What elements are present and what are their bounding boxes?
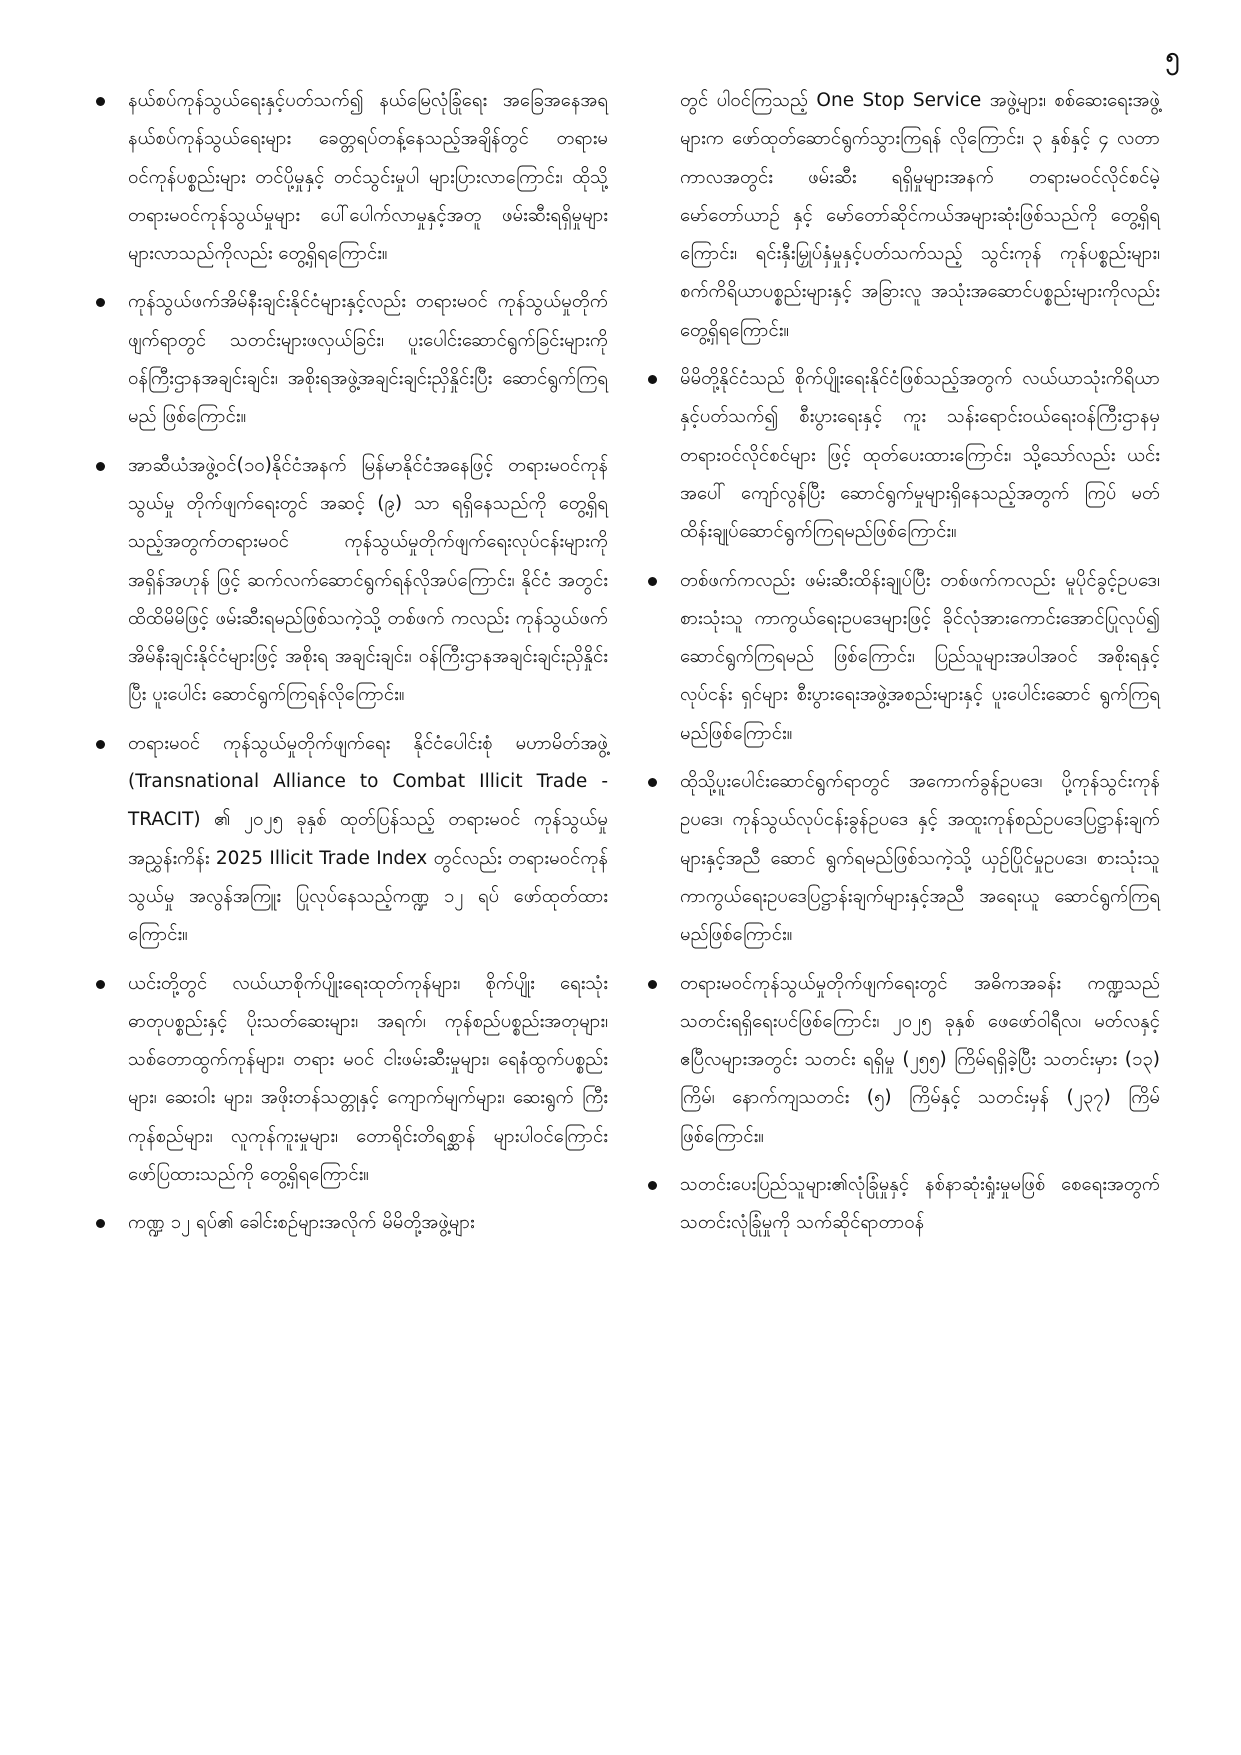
list-item-text: နယ်စပ်ကုန်သွယ်ရေးနှင့်ပတ်သက်၍ နယ်မြေလုံခြုံရေး အခြေအနေအရ နယ်စပ်ကုန်သွယ်ရေးများ ခေတ္တရပ်တန့်နေသည့်အချိန်တွင် တရားမဝင်ကုန်ပစ္စည်းများ တင်ပို့မှုနှင့် တင်သွင်းမှုပါ များပြားလာကြောင်း၊ ထိုသို့ တရားမဝင်ကုန်သွယ်မှုများ ပေါ်ပေါက်လာမှုနှင့်အတူ ဖမ်းဆီးရရှိမှုများ များလာသည်ကိုလည်း တွေ့ရှိရကြောင်း။ [128,90,608,265]
bullet-icon [96,980,105,989]
right-bullet-list [640,82,1160,1243]
bullet-icon [648,1181,657,1190]
bullet-icon [648,577,657,586]
bullet-icon [96,462,105,471]
bullet-icon [96,97,105,106]
list-item-text: ယင်းတို့တွင် လယ်ယာစိုက်ပျိုးရေးထုတ်ကုန်များ၊ စိုက်ပျိုး ရေးသုံး ဓာတုပစ္စည်းနှင့် ပိုးသတ်ဆေးများ၊ အရက်၊ ကုန်စည်ပစ္စည်းအတုများ၊ သစ်တောထွက်ကုန်များ၊ တရား မဝင် ငါးဖမ်းဆီးမှုများ၊ ရေနံထွက်ပစ္စည်းများ၊ ဆေးဝါး များ၊ အဖိုးတန်သတ္တုနှင့် ကျောက်မျက်များ၊ ဆေးရွက် ကြီးကုန်စည်များ၊ လူကုန်ကူးမှုများ၊ တောရိုင်းတိရစ္ဆာန် များပါဝင်ကြောင်း ဖော်ပြထားသည်ကို တွေ့ရှိရကြောင်း။ [128,972,608,1186]
page-number: ၅ [1165,42,1179,70]
list-item [88,725,608,955]
list-item-text: တရားမဝင်ကုန်သွယ်မှုတိုက်ဖျက်ရေးတွင် အဓိကအခန်း ကဏ္ဍသည် သတင်းရရှိရေးပင်ဖြစ်ကြောင်း၊ ၂၀၂၅ ခုနှစ် ဖေဖော်ဝါရီလ၊ မတ်လနှင့် ဧပြီလများအတွင်း သတင်း ရရှိမှု (၂၅၅) ကြိမ်ရရှိခဲ့ပြီး သတင်းမှား (၁၃) ကြိမ်၊ နောက်ကျသတင်း (၅) ကြိမ်နှင့် သတင်းမှန် (၂၃၇) ကြိမ်ဖြစ်ကြောင်း။ [680,972,1160,1147]
list-item-text: တွင် ပါဝင်ကြသည့် One Stop Service အဖွဲ့များ၊ စစ်ဆေးရေးအဖွဲ့များက ဖော်ထုတ်ဆောင်ရွက်သွားကြရန် လိုကြောင်း၊ ၃ နှစ်နှင့် ၄ လတာကာလအတွင်း ဖမ်းဆီး ရရှိမှုများအနက် တရားမဝင်လိုင်စင်မဲ့ မော်တော်ယာဉ် နှင့် မော်တော်ဆိုင်ကယ်အများဆုံးဖြစ်သည်ကို တွေ့ရှိရ ကြောင်း၊ ရင်းနှီးမြှုပ်နှံမှုနှင့်ပတ်သက်သည့် သွင်းကုန် ကုန်ပစ္စည်းများ၊ စက်ကိရိယာပစ္စည်းများနှင့် အခြားလူ အသုံးအဆောင်ပစ္စည်းများကိုလည်း တွေ့ရှိရကြောင်း။ [680,90,1160,341]
list-item-text: မိမိတို့နိုင်ငံသည် စိုက်ပျိုးရေးနိုင်ငံဖြစ်သည့်အတွက် လယ်ယာသုံးကိရိယာနှင့်ပတ်သက်၍ စီးပွားရေးနှင့် ကူး သန်းရောင်းဝယ်ရေးဝန်ကြီးဌာနမှ တရားဝင်လိုင်စင်များ ဖြင့် ထုတ်ပေးထားကြောင်း၊ သို့သော်လည်း ယင်းအပေါ် ကျော်လွန်ပြီး ဆောင်ရွက်မှုများရှိနေသည့်အတွက် ကြပ် မတ်ထိန်းချုပ်ဆောင်ရွက်ကြရမည်ဖြစ်ကြောင်း။ [680,368,1160,543]
bullet-icon [96,298,105,307]
list-item [640,763,1160,954]
list-item-text: တရားမဝင် ကုန်သွယ်မှုတိုက်ဖျက်ရေး နိုင်ငံပေါင်းစုံ မဟာမိတ်အဖွဲ့ (Transnational Alliance to Combat Illicit Trade - TRACIT) ၏ ၂၀၂၅ ခုနှစ် ထုတ်ပြန်သည့် တရားမဝင် ကုန်သွယ်မှုအညွှန်းကိန်း 2025 Illicit Trade Index တွင်လည်း တရားမဝင်ကုန်သွယ်မှု အလွန်အကြူး ပြုလုပ်နေသည့်ကဏ္ဍ ၁၂ ရပ် ဖော်ထုတ်ထားကြောင်း။ [128,732,608,946]
list-item-text: သတင်းပေးပြည်သူများ၏လုံခြုံမှုနှင့် နစ်နာဆုံးရှုံးမှုမဖြစ် စေရေးအတွက် သတင်းလုံခြုံမှုကို သက်ဆိုင်ရာတာဝန် [680,1174,1160,1234]
list-item [640,562,1160,753]
list-item-text: ထိုသို့ပူးပေါင်းဆောင်ရွက်ရာတွင် အကောက်ခွန်ဥပဒေ၊ ပို့ကုန်သွင်းကုန်ဥပဒေ၊ ကုန်သွယ်လုပ်ငန်းခွန်ဥပဒေ နှင့် အထူးကုန်စည်ဥပဒေပြဋ္ဌာန်းချက်များနှင့်အညီ ဆောင် ရွက်ရမည်ဖြစ်သကဲ့သို့ ယှဉ်ပြိုင်မှုဥပဒေ၊ စားသုံးသူ ကာကွယ်ရေးဥပဒေပြဋ္ဌာန်းချက်များနှင့်အညီ အရေးယူ ဆောင်ရွက်ကြရမည်ဖြစ်ကြောင်း။ [680,771,1160,946]
left-bullet-list [88,82,608,1243]
list-item-text: ကဏ္ဍ ၁၂ ရပ်၏ ခေါင်းစဉ်များအလိုက် မိမိတို့အဖွဲ့များ [128,1212,475,1234]
bullet-icon [648,375,657,384]
list-item [88,283,608,436]
list-item-text: ကုန်သွယ်ဖက်အိမ်နီးချင်းနိုင်ငံများနှင့်လည်း တရားမဝင် ကုန်သွယ်မှုတိုက်ဖျက်ရာတွင် သတင်းများဖလှယ်ခြင်း၊ ပူးပေါင်းဆောင်ရွက်ခြင်းများကို ဝန်ကြီးဌာနအချင်းချင်း၊ အစိုးရအဖွဲ့အချင်းချင်းညှိနှိုင်းပြီး ဆောင်ရွက်ကြရမည် ဖြစ်ကြောင်း။ [128,291,608,428]
right-column [640,82,1160,1253]
list-item-text: တစ်ဖက်ကလည်း ဖမ်းဆီးထိန်းချုပ်ပြီး တစ်ဖက်ကလည်း မူပိုင်ခွင့်ဥပဒေ၊ စားသုံးသူ ကာကွယ်ရေးဥပဒေများဖြင့် ခိုင်လုံအားကောင်းအောင်ပြုလုပ်၍ ဆောင်ရွက်ကြရမည် ဖြစ်ကြောင်း၊ ပြည်သူများအပါအဝင် အစိုးရနှင့် လုပ်ငန်း ရှင်များ စီးပွားရေးအဖွဲ့အစည်းများနှင့် ပူးပေါင်းဆောင် ရွက်ကြရမည်ဖြစ်ကြောင်း။ [680,569,1160,744]
list-item [88,82,608,273]
list-item-text: အာဆီယံအဖွဲ့ဝင်(၁၀)နိုင်ငံအနက် မြန်မာနိုင်ငံအနေဖြင့် တရားမဝင်ကုန်သွယ်မှု တိုက်ဖျက်ရေးတွင် အဆင့် (၉) သာ ရရှိနေသည်ကို တွေ့ရှိရသည့်အတွက်တရားမဝင် ကုန်သွယ်မှုတိုက်ဖျက်ရေးလုပ်ငန်းများကို အရှိန်အဟုန် ဖြင့် ဆက်လက်ဆောင်ရွက်ရန်လိုအပ်ကြောင်း၊ နိုင်ငံ အတွင်း ထိထိမိမိဖြင့် ဖမ်းဆီးရမည်ဖြစ်သကဲ့သို့ တစ်ဖက် ကလည်း ကုန်သွယ်ဖက်အိမ်နီးချင်းနိုင်ငံများဖြင့် အစိုးရ အချင်းချင်း၊ ဝန်ကြီးဌာနအချင်းချင်းညှိနှိုင်းပြီး ပူးပေါင်း ဆောင်ရွက်ကြရန်လိုကြောင်း။ [128,454,608,706]
list-item [640,1166,1160,1243]
list-item-continuation [640,82,1160,350]
list-item [88,1204,608,1242]
list-item [640,360,1160,551]
bullet-icon [648,980,657,989]
bullet-icon [96,740,105,749]
left-column [88,82,608,1253]
list-item [88,965,608,1195]
list-item [88,447,608,715]
list-item [640,965,1160,1156]
bullet-icon [648,778,657,787]
bullet-icon [96,1219,105,1228]
